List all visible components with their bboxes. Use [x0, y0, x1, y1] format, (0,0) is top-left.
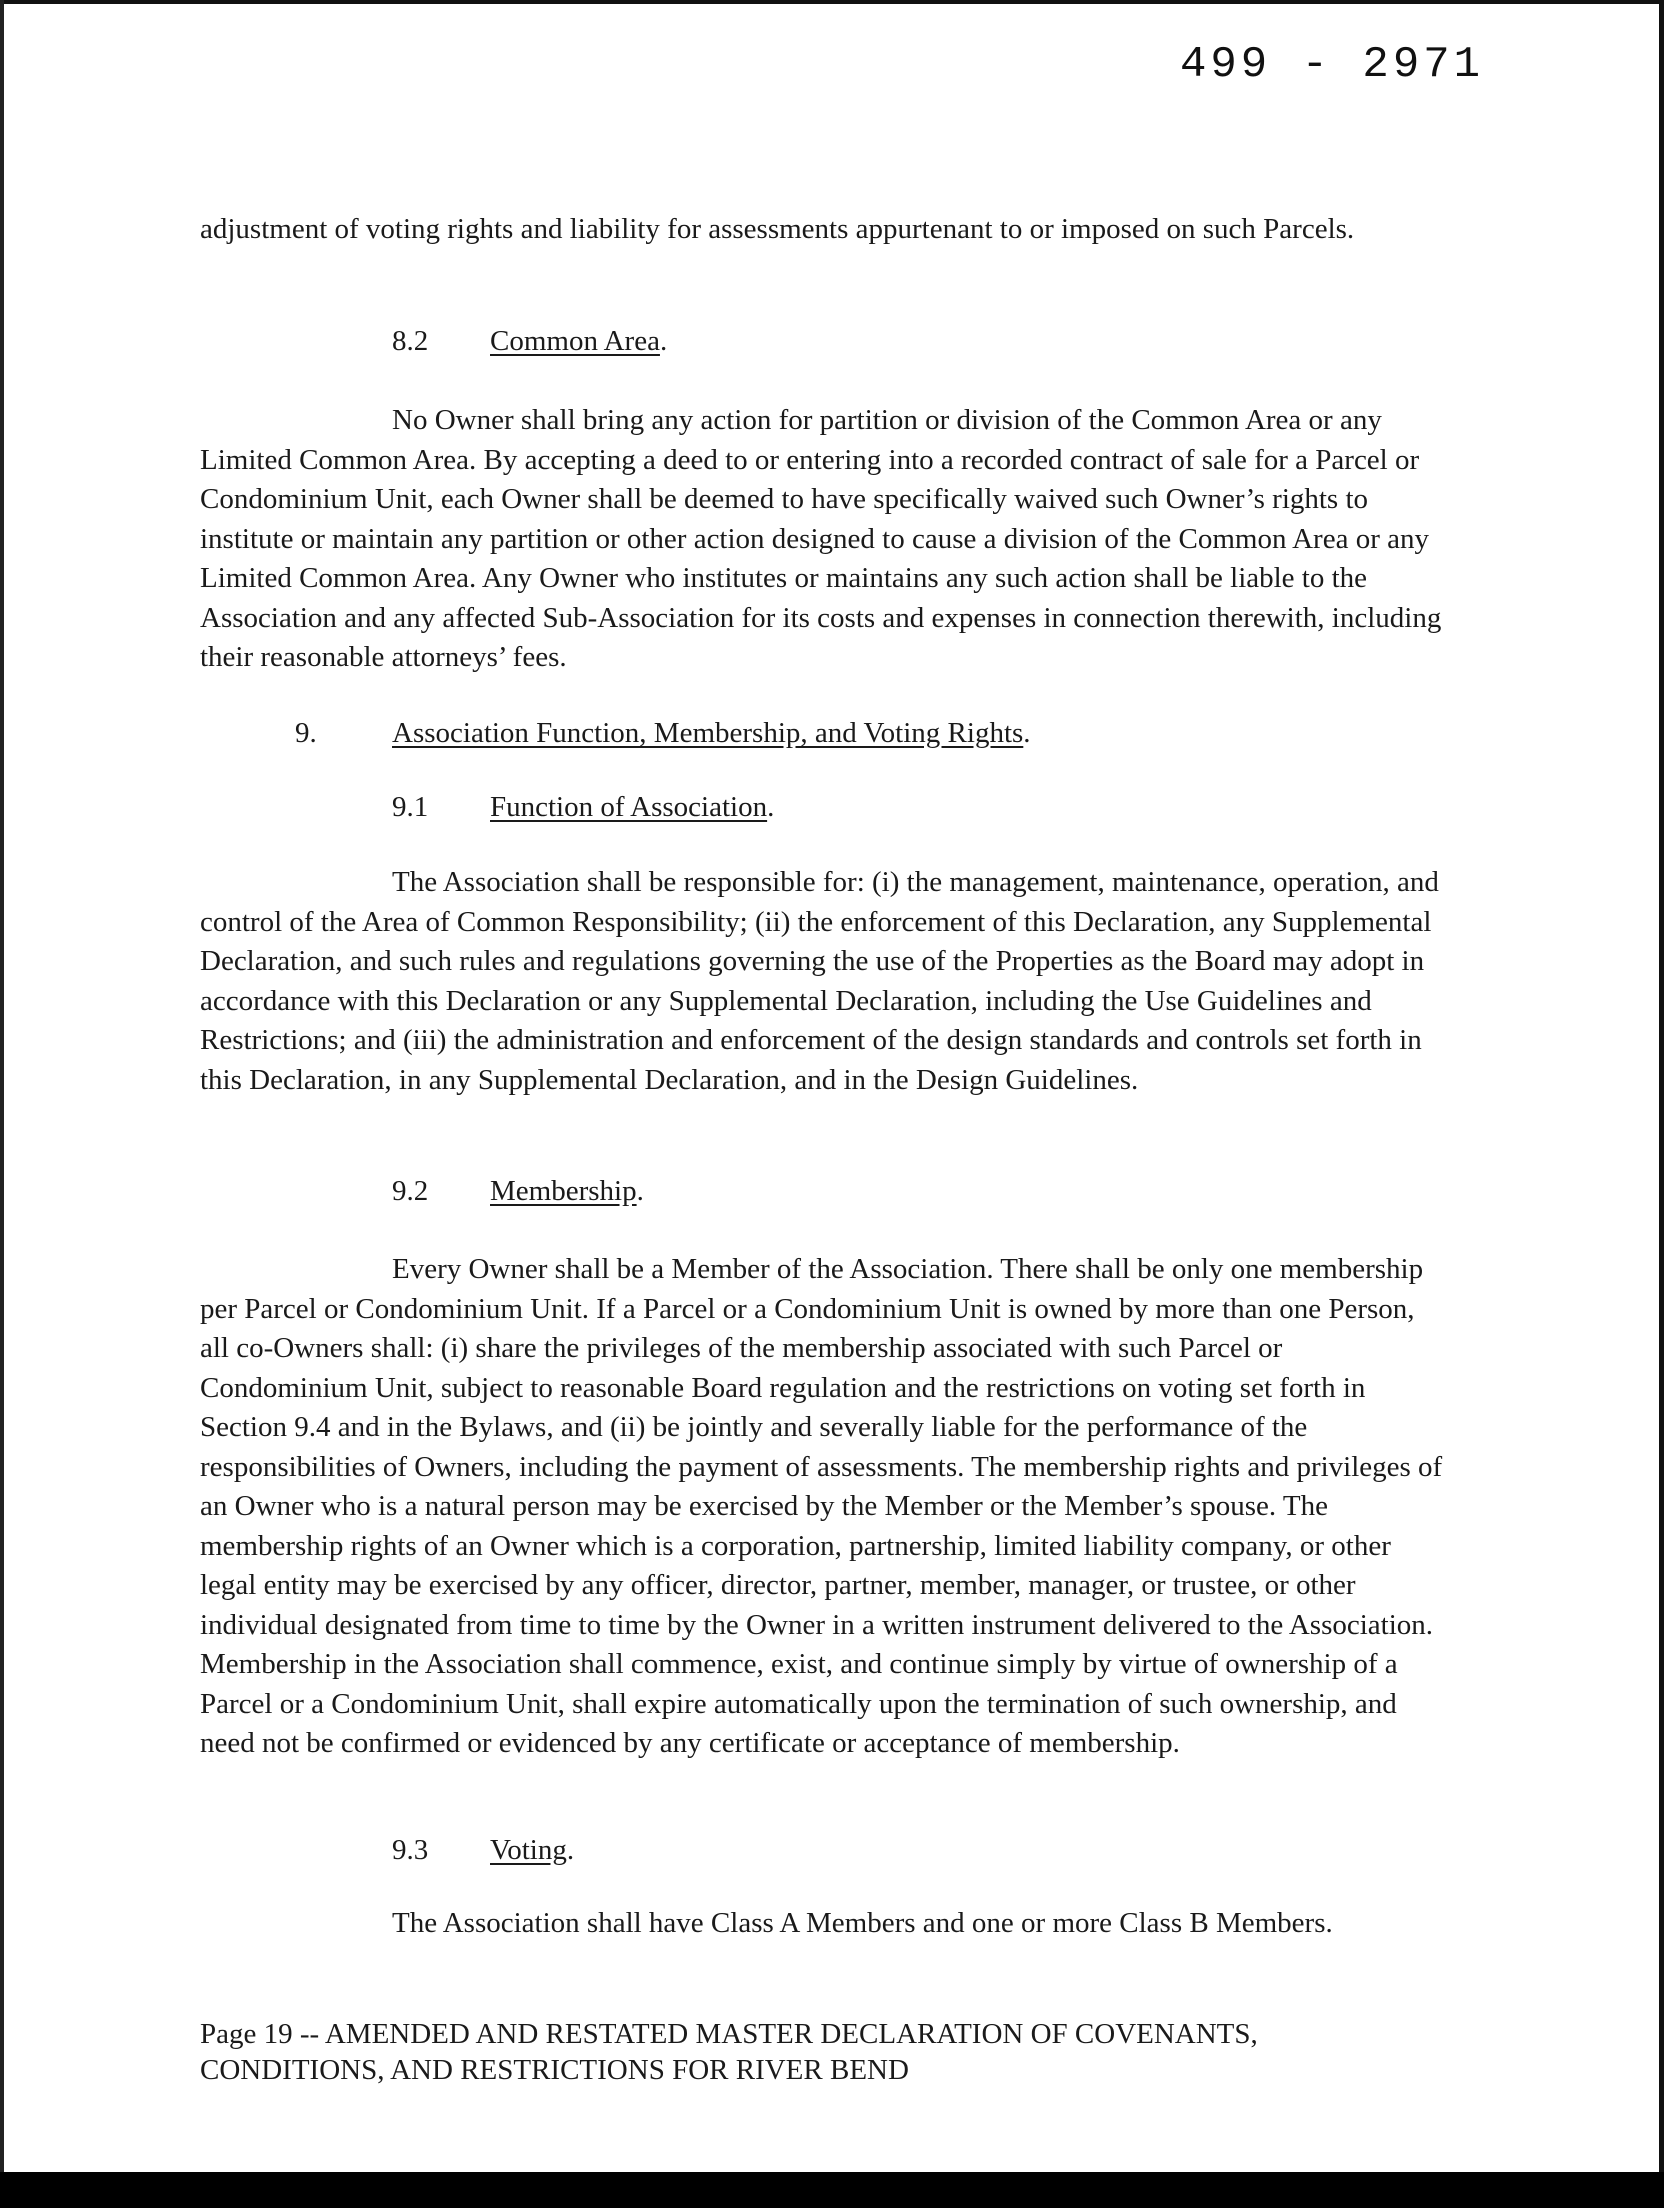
- section-9-1-body: The Association shall be responsible for: (i) the management, maintenance, operation, and control of the Area of Common Responsibility; (ii) the enforcement of this Declaration, any Supplemental Declaration, and such rules and regulations governing the use of the Properties as the Board may adopt in accordance with this Declaration or any Supplemental Declaration, including the Use Guidelines and Restrictions; and (iii) the administration and enforcement of the design standards and controls set forth in this Declaration, in any Supplemental Declaration, and in the Design Guidelines.: [200, 866, 1439, 1096]
- section-title: Function of Association: [490, 791, 768, 823]
- scan-border-left: [0, 0, 4, 2208]
- footer-line-2: CONDITIONS, AND RESTRICTIONS FOR RIVER BEND: [200, 2054, 909, 2086]
- section-9-3-body: The Association shall have Class A Members and one or more Class B Members.: [392, 1907, 1333, 1939]
- section-number: 9.2: [392, 1175, 429, 1207]
- section-number: 9.1: [392, 791, 429, 823]
- page-footer: [200, 2016, 1500, 2088]
- section-9-1-heading: 9.1 Function of Association.: [392, 788, 774, 828]
- section-9-3-heading: 9.3 Voting.: [392, 1831, 574, 1871]
- section-9-2-heading: 9.2 Membership.: [392, 1172, 644, 1212]
- section-8-2-heading: 8.2 Common Area.: [392, 322, 667, 362]
- document-number-stamp: 499 - 2971: [1180, 40, 1485, 90]
- section-number: 9.3: [392, 1834, 429, 1866]
- section-number: 8.2: [392, 325, 429, 357]
- intro-paragraph: adjustment of voting rights and liability for assessments appurtenant to or imposed on such Parcels.: [200, 213, 1355, 245]
- scan-border-bottom: [0, 2172, 1664, 2208]
- section-9-heading: 9. Association Function, Membership, and Voting Rights.: [295, 714, 1031, 754]
- footer-line-1: Page 19 -- AMENDED AND RESTATED MASTER DECLARATION OF COVENANTS,: [200, 2018, 1258, 2050]
- section-title: Common Area: [490, 325, 660, 357]
- scan-border-top: [0, 0, 1664, 4]
- section-9-2-body: Every Owner shall be a Member of the Association. There shall be only one membership per Parcel or Condominium Unit. If a Parcel or a Condominium Unit is owned by more than one Person, all co-Owners shall: (i) share the privileges of the membership associated with such Parcel or Condominium Unit, subject to reasonable Board regulation and the restrictions on voting set forth in Section 9.4 and in the Bylaws, and (ii) be jointly and severally liable for the performance of the responsibilities of Owners, including the payment of assessments. The membership rights and privileges of an Owner who is a natural person may be exercised by the Member or the Member’s spouse. The membership rights of an Owner which is a corporation, partnership, limited liability company, or other legal entity may be exercised by any officer, director, partner, member, manager, or trustee, or other individual designated from time to time by the Owner in a written instrument delivered to the Association. Membership in the Association shall commence, exist, and continue simply by virtue of ownership of a Parcel or a Condominium Unit, shall expire automatically upon the termination of such ownership, and need not be confirmed or evidenced by any certificate or acceptance of membership.: [200, 1253, 1443, 1759]
- scan-border-right: [1659, 0, 1664, 2208]
- section-title: Voting: [490, 1834, 567, 1866]
- section-title: Membership: [490, 1175, 637, 1207]
- section-title: Association Function, Membership, and Voting Rights: [392, 717, 1024, 749]
- section-8-2-body: No Owner shall bring any action for partition or division of the Common Area or any Limited Common Area. By accepting a deed to or entering into a recorded contract of sale for a Parcel or Condominium Unit, each Owner shall be deemed to have specifically waived such Owner’s rights to institute or maintain any partition or other action designed to cause a division of the Common Area or any Limited Common Area. Any Owner who institutes or maintains any such action shall be liable to the Association and any affected Sub-Association for its costs and expenses in connection therewith, including their reasonable attorneys’ fees.: [200, 404, 1442, 673]
- section-number: 9.: [295, 717, 317, 749]
